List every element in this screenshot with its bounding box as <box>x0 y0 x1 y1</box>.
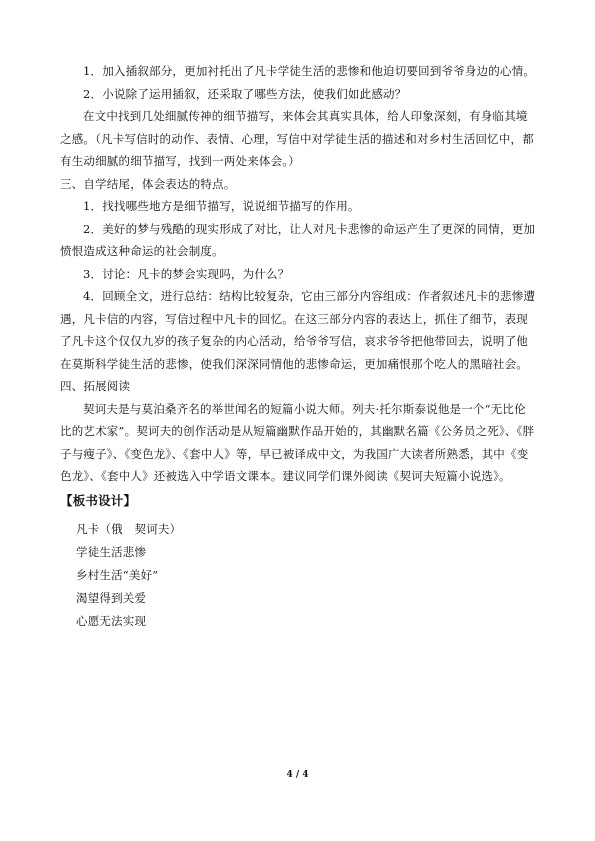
section-heading-3: 三、自学结尾，体会表达的特点。 <box>60 176 236 191</box>
board-line-3: 乡村生活“美好” <box>76 568 159 582</box>
board-line-4: 渴望得到关爱 <box>76 591 147 605</box>
paragraph-6: 2．美好的梦与残酷的现实形成了对比，让人对凡卡悲惨的命运产生了更深的同情，更加愤恨造成这种命运的社会制度。 <box>60 221 536 258</box>
board-design <box>60 518 536 633</box>
paragraph-7: 3．讨论：凡卡的梦会实现吗，为什么？ <box>83 266 290 281</box>
paragraph-10: 契诃夫是与莫泊桑齐名的举世闻名的短篇小说大师。列夫·托尔斯泰说他是一个“无比伦比的艺术家”。契诃夫的创作活动是从短篇幽默作品开始的，其幽默名篇《公务员之死》、《胖子与瘦子》、《变色龙》、《套中人》等，早已被译成中文，为我国广大读者所熟悉，其中《变色龙》、《套中人》还被选入中学语文课本。建议同学们课外阅读《契诃夫短篇小说选》。 <box>60 401 535 483</box>
paragraph-8: 4．回顾全文，进行总结：结构比较复杂，它由三部分内容组成：作者叙述凡卡的悲惨遭遇，凡卡信的内容，写信过程中凡卡的回忆。在这三部分内容的表达上，抓住了细节，表现了凡卡这个仅仅九岁的孩子复杂的内心活动，给爷爷写信，哀求爷爷把他带回去，说明了他在莫斯科学徒生活的悲惨，使我们深深同情他的悲惨命运，更加痛恨那个吃人的黑暗社会。 <box>60 289 536 371</box>
paragraph-2: 2．小说除了运用插叙，还采取了哪些方法，使我们如此感动？ <box>83 86 407 101</box>
paragraph-5: 1．找找哪些地方是细节描写，说说细节描写的作用。 <box>83 199 360 213</box>
board-line-1: 凡卡（俄 契诃夫） <box>76 522 182 536</box>
board-line-5: 心愿无法实现 <box>76 614 147 628</box>
document-body <box>60 60 536 633</box>
page-number: 4 / 4 <box>286 770 309 780</box>
section-heading-4: 四、拓展阅读 <box>60 379 131 393</box>
paragraph-3: 在文中找到几处细腻传神的细节描写，来体会其真实具体，给人印象深刻，有身临其境之感。（凡卡写信时的动作、表情、心理，写信中对学徒生活的描述和对乡村生活回忆中，都有生动细腻的细节描写，找到一两处来体会。） <box>60 109 534 168</box>
board-design-heading: 【板书设计】 <box>60 492 137 508</box>
board-line-2: 学徒生活悲惨 <box>76 545 147 559</box>
paragraph-1: 1．加入插叙部分，更加衬托出了凡卡学徒生活的悲惨和他迫切要回到爷爷身边的心情。 <box>83 64 536 78</box>
